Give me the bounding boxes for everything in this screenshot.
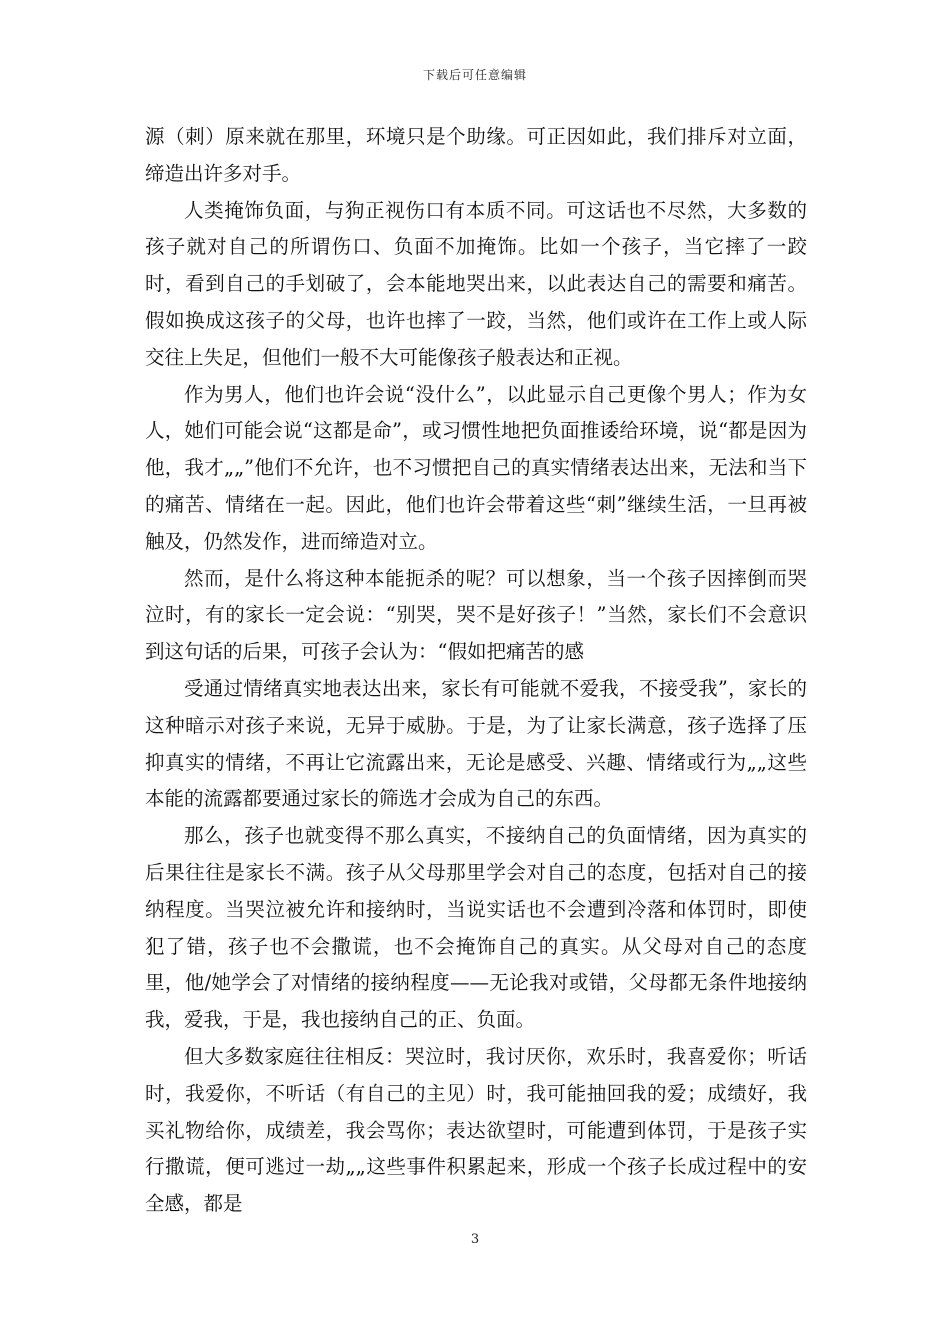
page-number: 3 [470, 1232, 480, 1247]
paragraph-4: 然而，是什么将这种本能扼杀的呢？可以想象，当一个孩子因摔倒而哭泣时，有的家长一定会说：“别哭，哭不是好孩子！”当然，家长们不会意识到这句话的后果，可孩子会认为：“假如把痛苦的感 [145, 566, 807, 664]
paragraph-6: 那么，孩子也就变得不那么真实，不接纳自己的负面情绪，因为真实的后果往往是家长不满。孩子从父母那里学会对自己的态度，包括对自己的接纳程度。当哭泣被允许和接纳时，当说实话也不会遭到冷落和体罚时，即使犯了错，孩子也不会撒谎，也不会掩饰自己的真实。从父母对自己的态度里，他/她学会了对情绪的接纳程度——无论我对或错，父母都无条件地接纳我，爱我，于是，我也接纳自己的正、负面。 [145, 824, 807, 1032]
paragraph-3: 作为男人，他们也许会说“没什么”，以此显示自己更像个男人；作为女人，她们可能会说“这都是命”，或习惯性地把负面推诿给环境，说“都是因为他，我才„„”他们不允许，也不习惯把自己的真实情绪表达出来，无法和当下的痛苦、情绪在一起。因此，他们也许会带着这些“刺”继续生活，一旦再被触及，仍然发作，进而缔造对立。 [145, 382, 807, 553]
paragraph-5: 受通过情绪真实地表达出来，家长有可能就不爱我，不接受我”，家长的这种暗示对孩子来说，无异于威胁。于是，为了让家长满意，孩子选择了压抑真实的情绪，不再让它流露出来，无论是感受、兴趣、情绪或行为„„这些本能的流露都要通过家长的筛选才会成为自己的东西。 [145, 676, 807, 811]
page-header: 下载后可任意编辑 [422, 68, 527, 82]
document-body [145, 119, 807, 1223]
paragraph-2: 人类掩饰负面，与狗正视伤口有本质不同。可这话也不尽然，大多数的孩子就对自己的所谓伤口、负面不加掩饰。比如一个孩子，当它摔了一跤时，看到自己的手划破了，会本能地哭出来，以此表达自己的需要和痛苦。假如换成这孩子的父母，也许也摔了一跤，当然，他们或许在工作上或人际交往上失足，但他们一般不大可能像孩子般表达和正视。 [145, 198, 807, 369]
paragraph-7: 但大多数家庭往往相反：哭泣时，我讨厌你，欢乐时，我喜爱你；听话时，我爱你，不听话（有自己的主见）时，我可能抽回我的爱；成绩好，我买礼物给你，成绩差，我会骂你；表达欲望时，可能遭到体罚，于是孩子实行撒谎，便可逃过一劫„„这些事件积累起来，形成一个孩子长成过程中的安全感，都是 [145, 1044, 807, 1216]
paragraph-1: 源（刺）原来就在那里，环境只是个助缘。可正因如此，我们排斥对立面，缔造出许多对手。 [145, 125, 807, 185]
